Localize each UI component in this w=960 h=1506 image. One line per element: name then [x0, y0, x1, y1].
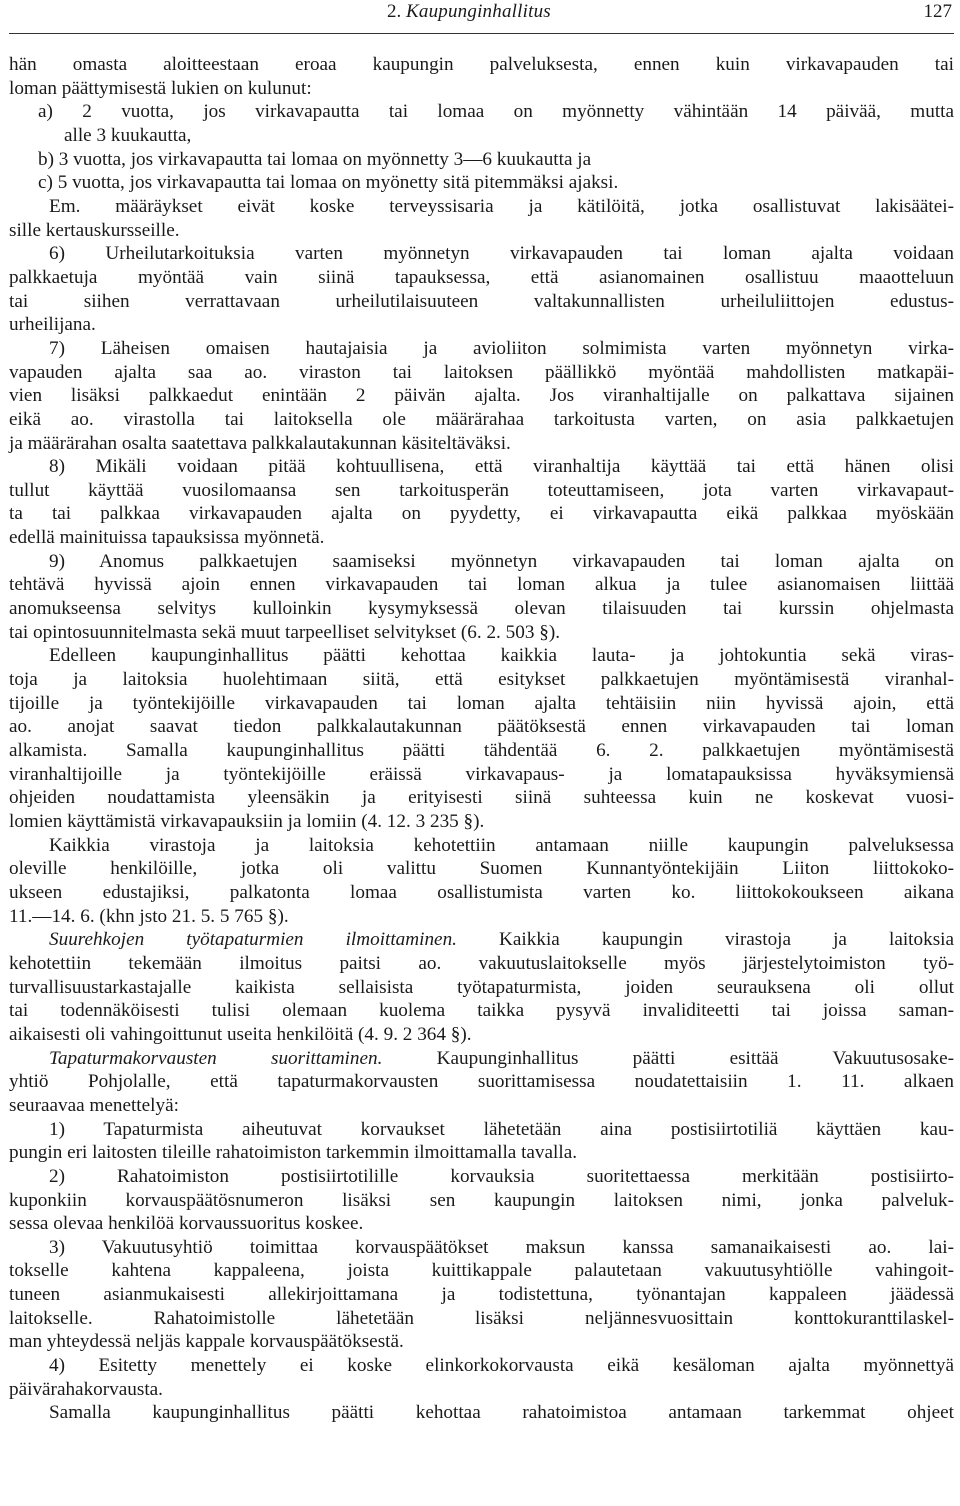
text-line: viranhaltijoille ja työntekijöille eräissä virkavapaus- ja lomatapauksissa hyväksymiensä: [9, 763, 954, 785]
text-line: 3) Vakuutusyhtiö toimittaa korvauspäätökset maksun kanssa samanaikaisesti ao. lai-: [49, 1236, 954, 1258]
text-line: anomukseensa selvitys kulloinkin kysymyksessä olevan tilaisuuden tai kurssin ohjelmasta: [9, 598, 954, 620]
text-line: turvallisuustarkastajalle kaikista sellaisista työtapaturmista, joiden seurauksena oli ollut: [9, 976, 954, 998]
line-text: Kaikkia kaupungin virastoja ja laitoksia: [456, 929, 955, 951]
text-line: b) 3 vuotta, jos virkavapautta tai lomaa on myönnetty 3—6 kuukautta ja: [38, 148, 592, 170]
text-line: alle 3 kuukautta,: [64, 124, 192, 146]
section-name: Kaupunginhallitus: [406, 1, 551, 22]
text-line: ta tai palkkaa virkavapauden ajalta on pyydetty, ei virkavapautta eikä palkkaa myöskään: [9, 503, 954, 525]
text-line: tullut käyttää vuosilomaansa sen tarkoitusperän toteuttamiseen, jota varten virkavapaut-: [9, 479, 954, 501]
line-text: Kaupunginhallitus päätti esittää Vakuutusosake-: [382, 1047, 954, 1069]
running-header: [9, 0, 954, 34]
text-line: vien lisäksi palkkaedut enintään 2 päivän ajalta. Jos viranhaltijalle on palkattava sijainen: [9, 385, 954, 407]
body-text: [9, 34, 954, 1425]
text-line: laitokselle. Rahatoimistolle lähetetään lisäksi neljännesvuosittain konttokuranttilaskel-: [9, 1307, 954, 1329]
text-line: tai opintosuunnitelmasta sekä muut tarpeelliset selvitykset (6. 2. 503 §).: [9, 621, 561, 643]
text-line: ja määrärahan osalta saatettava palkkalautakunnan käsiteltäväksi.: [9, 432, 511, 454]
text-line: sessa olevaa henkilöä korvaussuoritus koskee.: [9, 1213, 364, 1235]
text-line: ukseen edustajiksi, palkatonta lomaa osallistumista varten ko. liittokokoukseen aikana: [9, 881, 954, 903]
text-line: lomien käyttämistä virkavapauksiin ja lomiin (4. 12. 3 235 §).: [9, 811, 485, 832]
page-number: 127: [923, 1, 952, 22]
text-line: tuneen asianmukaisesti allekirjoittamana ja todistettuna, työnantajan kappaleen jäädessä: [9, 1284, 954, 1306]
text-line: man yhteydessä neljäs kappale korvauspäätöksestä.: [9, 1331, 404, 1353]
text-line: a) 2 vuotta, jos virkavapautta tai lomaa on myönnetty vähintään 14 päivää, mutta: [38, 101, 954, 123]
text-line: 4) Esitetty menettely ei koske elinkorkokorvausta eikä kesäloman ajalta myönnettyä: [49, 1355, 954, 1377]
text-line: 11.—14. 6. (khn jsto 21. 5. 5 765 §).: [9, 905, 289, 927]
text-line: palkkaetuja myöntää vain siinä tapauksessa, että asianomainen osallistuu maaotteluun: [9, 266, 954, 288]
text-line: loman päättymisestä lukien on kulunut:: [9, 77, 312, 99]
section-title: [387, 1, 551, 23]
text-line: c) 5 vuotta, jos virkavapautta tai lomaa on myönetty sitä pitemmäksi ajaksi.: [38, 172, 619, 194]
text-line: Kaikkia virastoja ja laitoksia kehotettiin antamaan niille kaupungin palveluksessa: [49, 834, 954, 856]
text-line: Edelleen kaupunginhallitus päätti kehottaa kaikkia lauta- ja johtokuntia sekä viras-: [49, 645, 954, 667]
text-line: tijoille ja työntekijöille virkavapauden tai loman ajalta tehtäisiin niin hyvissä ajoin, että: [9, 692, 954, 714]
text-line: [9, 928, 954, 952]
italic-heading: Suurehkojen työtapaturmien ilmoittaminen.: [49, 929, 457, 951]
text-line: hän omasta aloitteestaan eroaa kaupungin palveluksesta, ennen kuin virkavapauden tai: [9, 54, 954, 75]
text-line: 6) Urheilutarkoituksia varten myönnetyn virkavapauden tai loman ajalta voidaan: [49, 243, 954, 265]
text-line: 1) Tapaturmista aiheutuvat korvaukset lähetetään aina postisiirtotiliä käyttäen kau-: [49, 1118, 954, 1140]
text-line: seuraavaa menettelyä:: [9, 1094, 179, 1116]
text-line: 9) Anomus palkkaetujen saamiseksi myönnetyn virkavapauden tai loman ajalta on: [49, 550, 954, 572]
text-line: toja ja laitoksia huolehtimaan siitä, että esitykset palkkaetujen myöntämisestä viranhal-: [9, 669, 954, 691]
text-line: tai todennäköisesti tulisi olemaan kuolema taikka pysyvä invaliditeetti tai joissa saman-: [9, 1000, 954, 1022]
text-line: ao. anojat saavat tiedon palkkalautakunnan päätöksestä ennen virkavapauden tai loman: [9, 716, 954, 738]
text-line: oleville henkilöille, jotka oli valittu Suomen Kunnantyöntekijäin Liiton liittokoko-: [9, 858, 954, 880]
text-line: edellä mainituissa tapauksissa myönnetä.: [9, 527, 325, 549]
text-line: yhtiö Pohjolalle, että tapaturmakorvausten suorittamisessa noudatettaisiin 1. 11. alkaen: [9, 1071, 954, 1093]
text-line: Em. määräykset eivät koske terveyssisaria ja kätilöitä, jotka osallistuvat lakisäätei-: [49, 195, 954, 217]
text-line: päivärahakorvausta.: [9, 1378, 163, 1400]
text-line: kehotettiin tekemään ilmoitus paitsi ao. vakuutuslaitokselle myös järjestelytoimiston työ-: [9, 952, 954, 974]
text-line: sille kertauskursseille.: [9, 219, 180, 241]
text-line: kuponkiin korvauspäätösnumeron lisäksi sen kaupungin laitoksen nimi, jonka palveluk-: [9, 1189, 954, 1211]
text-line: tai siihen verrattavaan urheilutilaisuuteen valtakunnallisten urheiluliittojen edustus-: [9, 290, 954, 312]
section-number: 2.: [387, 1, 402, 22]
text-line: pungin eri laitosten tileille rahatoimiston tarkemmin ilmoittamalla tavalla.: [9, 1142, 578, 1164]
text-line: tehtävä hyvissä ajoin ennen virkavapauden tai loman alkua ja tulee asianomaisen liittää: [9, 574, 954, 596]
italic-heading: Tapaturmakorvausten suorittaminen.: [49, 1047, 383, 1069]
text-line: tokselle kahtena kappaleena, joista kuittikappale palautetaan vakuutusyhtiölle vahingoit-: [9, 1260, 954, 1282]
text-line: 2) Rahatoimiston postisiirtotilille korvauksia suoritettaessa merkitään postisiirto-: [49, 1165, 954, 1187]
text-line: Samalla kaupunginhallitus päätti kehottaa rahatoimistoa antamaan tarkemmat ohjeet: [49, 1402, 954, 1424]
text-line: 8) Mikäli voidaan pitää kohtuullisena, että viranhaltija käyttää tai että hänen olisi: [49, 456, 954, 478]
text-line: 7) Läheisen omaisen hautajaisia ja avioliiton solmimista varten myönnetyn virka-: [49, 337, 954, 359]
text-line: alkamista. Samalla kaupunginhallitus päätti tähdentää 6. 2. palkkaetujen myöntämisestä: [9, 740, 954, 762]
text-line: vapauden ajalta saa ao. viraston tai laitoksen päällikkö myöntää mahdollisten matkapäi-: [9, 361, 954, 383]
text-line: [9, 1047, 954, 1071]
text-line: ohjeiden noudattamista yleensäkin ja erityisesti siinä suhteessa kuin ne koskevat vuosi-: [9, 787, 954, 809]
text-line: urheilijana.: [9, 314, 96, 336]
text-line: aikaisesti oli vahingoittunut useita henkilöitä (4. 9. 2 364 §).: [9, 1023, 472, 1045]
text-line: eikä ao. virastolla tai laitoksella ole määrärahaa tarkoitusta varten, on asia palkkaetujen: [9, 408, 954, 430]
